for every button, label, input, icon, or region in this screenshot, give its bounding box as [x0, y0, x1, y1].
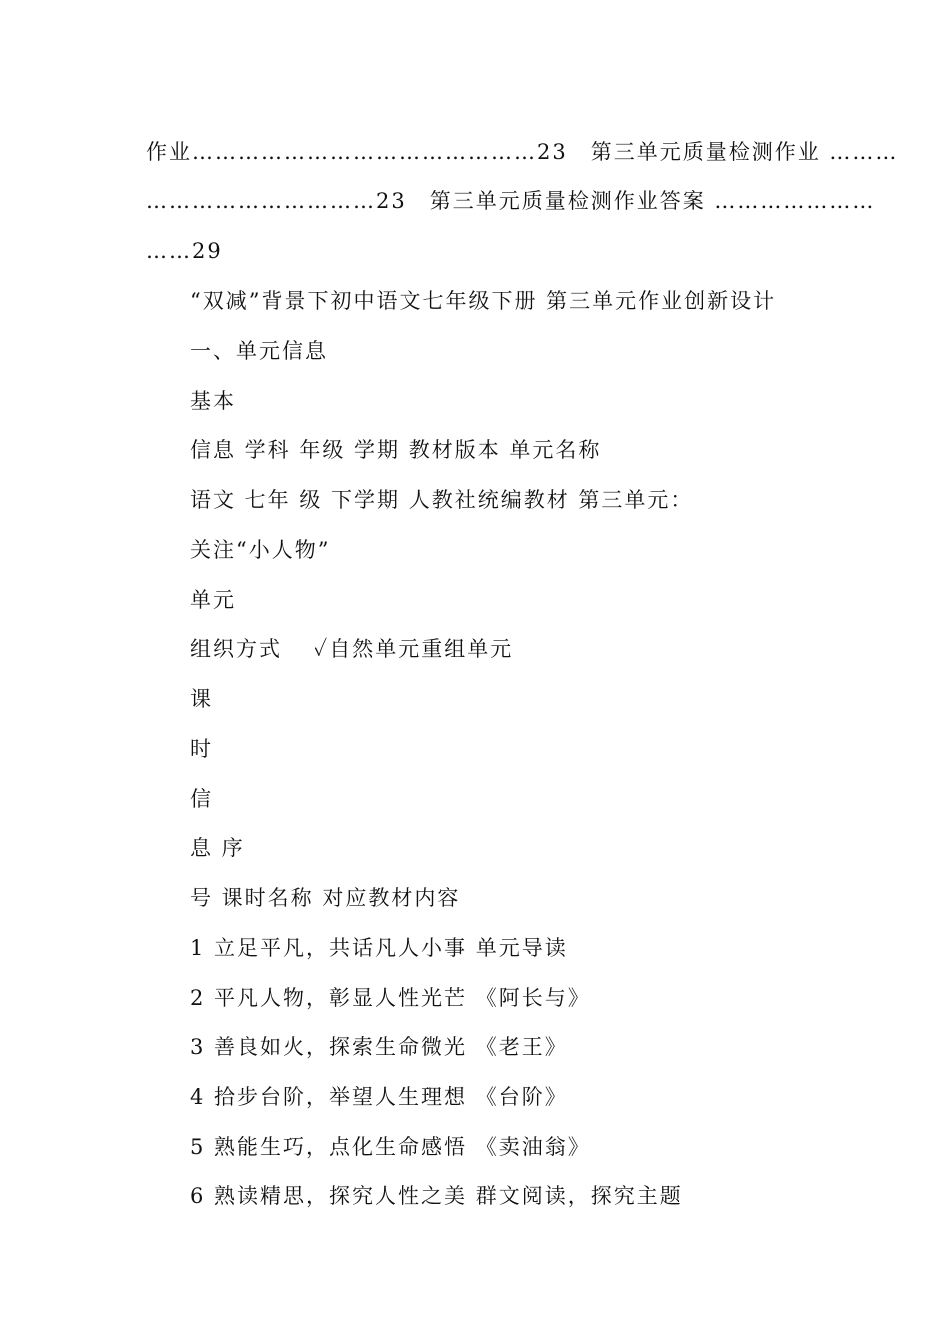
table-header-line: 号 课时名称 对应教材内容	[190, 886, 461, 910]
lesson-row: 2 平凡人物，彰显人性光芒 《阿长与》	[190, 986, 591, 1010]
body-line: 基本	[190, 389, 236, 413]
body-line: 信	[190, 787, 213, 811]
lesson-row: 6 熟读精思，探究人性之美 群文阅读，探究主题	[190, 1184, 683, 1208]
body-line: 语文 七年 级 下学期 人教社统编教材 第三单元：	[190, 488, 694, 512]
body-line: 组织方式 ✓自然单元重组单元	[190, 637, 514, 661]
toc-line: ……29	[146, 239, 223, 263]
lesson-row: 1 立足平凡，共话凡人小事 单元导读	[190, 936, 568, 960]
body-line: 时	[190, 737, 213, 761]
body-line: 信息 学科 年级 学期 教材版本 单元名称	[190, 438, 602, 462]
lesson-row: 5 熟能生巧，点化生命感悟 《卖油翁》	[190, 1135, 591, 1159]
section-heading: 一、单元信息	[190, 339, 328, 363]
body-line: 单元	[190, 588, 236, 612]
body-line: 息 序	[190, 836, 245, 860]
body-line: 关注“小人物”	[190, 538, 331, 562]
toc-line: 作业………………………………………23 第三单元质量检测作业 ………	[146, 140, 899, 164]
body-line: 课	[190, 687, 213, 711]
toc-line: …………………………23 第三单元质量检测作业答案 …………………	[146, 189, 876, 213]
document-title: “双减”背景下初中语文七年级下册 第三单元作业创新设计	[190, 289, 777, 313]
lesson-row: 4 拾步台阶，举望人生理想 《台阶》	[190, 1085, 568, 1109]
lesson-row: 3 善良如火，探索生命微光 《老王》	[190, 1035, 568, 1059]
